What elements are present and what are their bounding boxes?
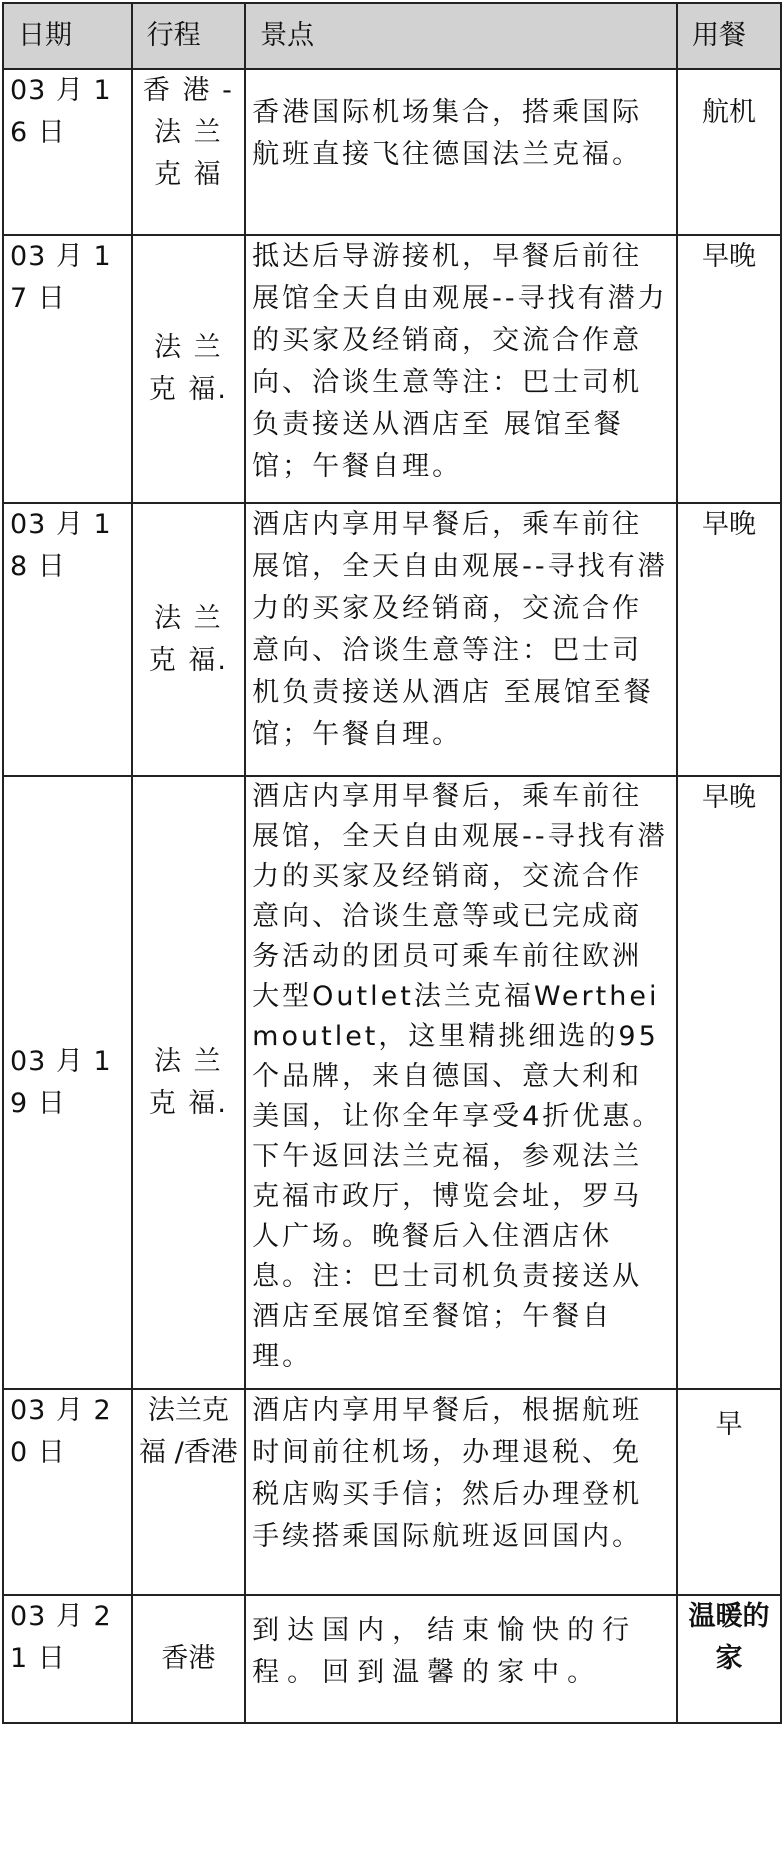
header-date: 日期 bbox=[3, 3, 132, 69]
row-date: 03 月 17 日 bbox=[3, 235, 132, 503]
row-date: 03 月 18 日 bbox=[3, 503, 132, 776]
itinerary-row bbox=[3, 69, 781, 235]
row-sights: 抵达后导游接机，早餐后前往展馆全天自由观展--寻找有潜力的买家及经销商，交流合作意向、洽谈生意等注：巴士司机负责接送从酒店至 展馆至餐馆；午餐自理。 bbox=[245, 235, 677, 503]
row-sights: 酒店内享用早餐后，乘车前往展馆，全天自由观展--寻找有潜力的买家及经销商，交流合作意向、洽谈生意等注：巴士司机负责接送从酒店 至展馆至餐馆；午餐自理。 bbox=[245, 503, 677, 776]
itinerary-row bbox=[3, 503, 781, 776]
itinerary-row bbox=[3, 1595, 781, 1723]
row-meals: 早晚 bbox=[677, 235, 781, 503]
itinerary-row bbox=[3, 1389, 781, 1595]
header-route: 行程 bbox=[132, 3, 246, 69]
header-row bbox=[3, 3, 781, 69]
header-meals: 用餐 bbox=[677, 3, 781, 69]
row-route: 香 港 -法 兰 克 福 bbox=[132, 69, 246, 235]
row-date: 03 月 19 日 bbox=[3, 776, 132, 1389]
row-sights: 香港国际机场集合，搭乘国际航班直接飞往德国法兰克福。 bbox=[245, 69, 677, 235]
row-route: 香港 bbox=[132, 1595, 246, 1723]
row-meals: 温暖的家 bbox=[677, 1595, 781, 1723]
row-date: 03 月 20 日 bbox=[3, 1389, 132, 1595]
row-date: 03 月 21 日 bbox=[3, 1595, 132, 1723]
row-sights: 酒店内享用早餐后，根据航班时间前往机场，办理退税、免税店购买手信；然后办理登机手续搭乘国际航班返回国内。 bbox=[245, 1389, 677, 1595]
row-route: 法 兰 克 福. bbox=[132, 503, 246, 776]
row-sights: 到达国内，结束愉快的行程。回到温馨的家中。 bbox=[245, 1595, 677, 1723]
itinerary-row bbox=[3, 235, 781, 503]
row-meals: 早晚 bbox=[677, 776, 781, 1389]
row-route: 法 兰 克 福. bbox=[132, 235, 246, 503]
itinerary-table bbox=[2, 2, 782, 1724]
row-route: 法兰克福 /香港 bbox=[132, 1389, 246, 1595]
row-meals: 早 bbox=[677, 1389, 781, 1595]
row-sights: 酒店内享用早餐后，乘车前往展馆，全天自由观展--寻找有潜力的买家及经销商，交流合作意向、洽谈生意等或已完成商务活动的团员可乘车前往欧洲大型Outlet法兰克福Wertheimoutlet，这里精挑细选的95 个品牌，来自德国、意大利和美国，让你全年享受4折优惠。下午返回法兰克福，参观法兰克福市政厅，博览会址，罗马人广场。晚餐后入住酒店休息。注：巴士司机负责接送从酒店至展馆至餐馆；午餐自理。 bbox=[245, 776, 677, 1389]
header-sights: 景点 bbox=[245, 3, 677, 69]
row-meals: 早晚 bbox=[677, 503, 781, 776]
row-meals: 航机 bbox=[677, 69, 781, 235]
itinerary-row bbox=[3, 776, 781, 1389]
row-date: 03 月 16 日 bbox=[3, 69, 132, 235]
row-route: 法 兰 克 福. bbox=[132, 776, 246, 1389]
